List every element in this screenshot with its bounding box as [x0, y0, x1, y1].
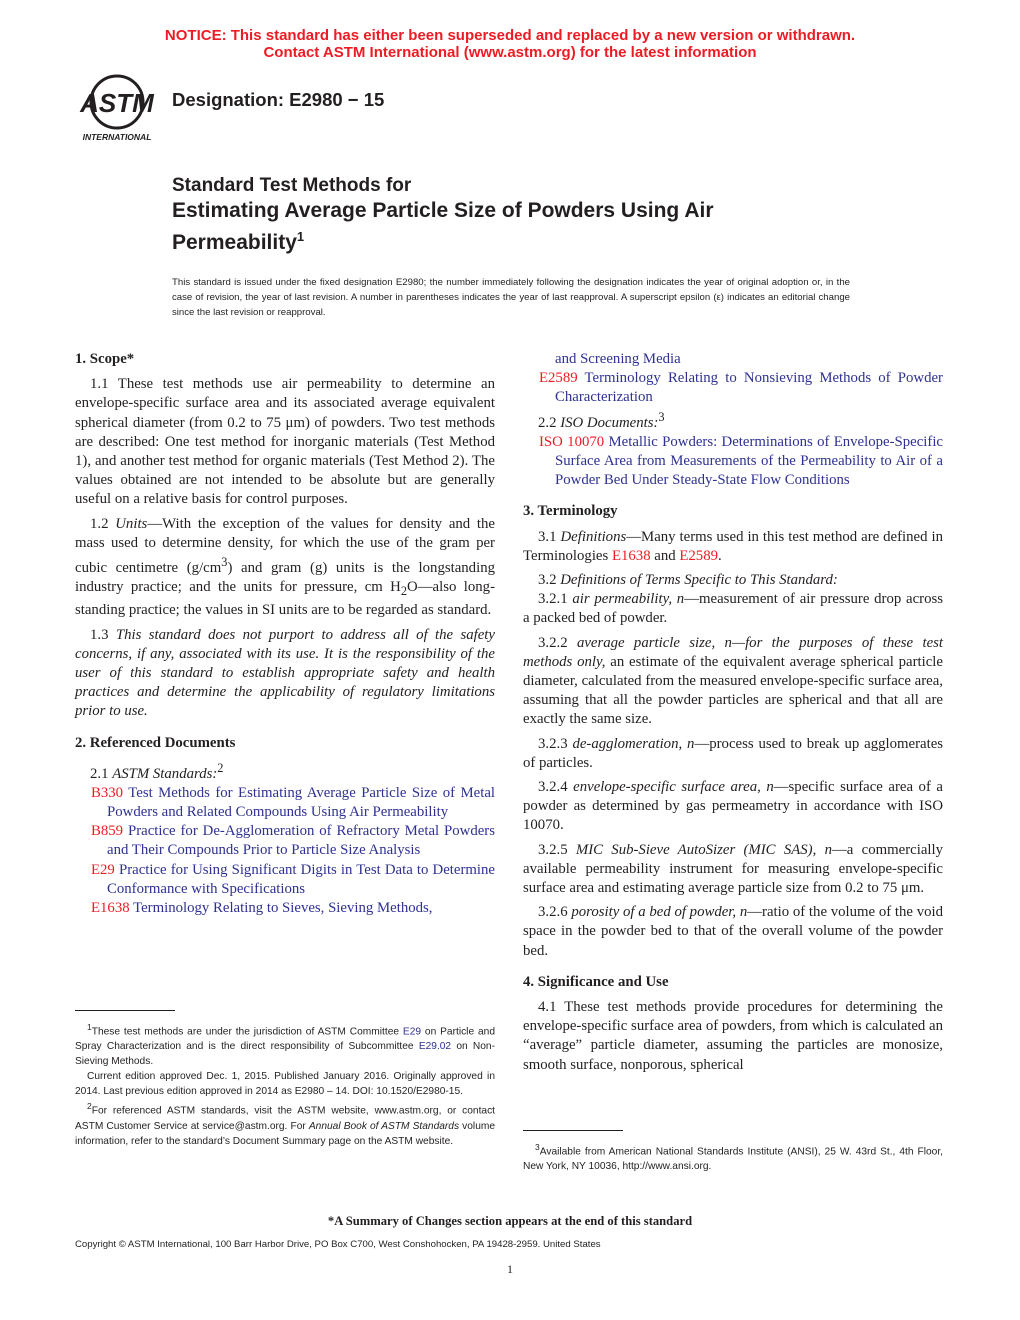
- para-text: —Many terms used in this test method are defined in Terminologies: [523, 528, 943, 564]
- astm-logo-mark: ASTM: [80, 88, 154, 118]
- iso-documents-title: ISO Documents:: [560, 414, 659, 431]
- withdrawal-notice: [0, 27, 1020, 61]
- para-num: 3.2.6: [538, 904, 568, 921]
- ref-code[interactable]: E2589: [539, 370, 578, 387]
- superscript: 2: [217, 760, 224, 775]
- term: average particle size, n—for the purposes of these test methods only,: [523, 634, 943, 670]
- title-line-2: [172, 198, 812, 256]
- footnote-2: [75, 1099, 495, 1148]
- para-num: 1.2: [90, 515, 109, 532]
- definition-text: an estimate of the equivalent average spherical particle diameter, calculated from the measured envelope-specific surface area, assuming that all the powder particles are spherical and that all are exactly the same size.: [523, 653, 943, 728]
- footnote-mark: 2: [87, 1101, 92, 1112]
- footnote-text: volume information, refer to the standard’s Document Summary page on the ASTM website.: [75, 1120, 496, 1147]
- notice-line-1: NOTICE: This standard has either been superseded and replaced by a new version or withdrawn.: [164, 27, 856, 44]
- astm-logo-icon: [74, 74, 160, 144]
- definition-3-2-3: [523, 735, 943, 773]
- copyright: Copyright © ASTM International, 100 Barr Harbor Drive, PO Box C700, West Conshohocken, PA 19428-2959. United States: [75, 1239, 601, 1250]
- ref-title-part-2[interactable]: and Screening Media: [555, 351, 681, 367]
- ref-title[interactable]: Practice for De-Agglomeration of Refractory Metal Powders and Their Compounds Prior to Particle Size Analysis: [107, 823, 495, 859]
- definition-3-2-2: [523, 634, 943, 730]
- definition-text: —measurement of air pressure drop across a packed bed of powder.: [523, 591, 944, 627]
- footnote-rule-right: [523, 1130, 623, 1131]
- ref-e29[interactable]: [75, 861, 495, 899]
- ref-b859[interactable]: [75, 822, 495, 860]
- definition-3-2-6: [523, 903, 943, 961]
- term: porosity of a bed of powder, n: [571, 904, 748, 921]
- para-text: .: [718, 547, 722, 564]
- footnote-3: [523, 1140, 943, 1174]
- definition-text: —ratio of the volume of the void space in the powder bed to that of the overall volume of the powder bed.: [523, 904, 943, 959]
- page-number: 1: [507, 1262, 513, 1276]
- footnotes-left: [75, 1020, 495, 1149]
- definition-text: —process used to break up agglomerates of particles.: [523, 735, 944, 771]
- para-num: 2.1: [90, 765, 109, 782]
- definition-text: —specific surface area of a powder as determined by gas permeametry in accordance with ISO 10070.: [523, 778, 944, 834]
- footnote-text: on Non-Sieving Methods.: [75, 1041, 495, 1068]
- subscript: 2: [400, 584, 408, 599]
- scope-1-1: 1.1 These test methods use air permeability to determine an envelope-specific surface area and its associated average equivalent spherical diameter (from 0.2 to 75 μm) of powders. Two test methods are described: One test method for inorganic materials (Test Method 1), and another test method for organic materials (Test Method 2). The values obtained are not intended to be absolute but are generally useful on a relative basis for control purposes.: [75, 376, 495, 508]
- left-column: [75, 350, 495, 918]
- definition-3-2-4: [523, 778, 943, 836]
- ref-code[interactable]: E29: [91, 861, 115, 878]
- issued-note: This standard is issued under the fixed designation E2980; the number immediately following the designation indicates the year of original adoption or, in the case of revision, the year of last revision. A number in parentheses indicates the year of last reapproval. A superscript epsilon (ε) indicates an editorial change since the last revision or reapproval.: [172, 277, 850, 318]
- footnotes-right: [523, 1140, 943, 1174]
- para-text: O—also long-standing practice; the values in SI units are to be regarded as standard.: [75, 579, 495, 619]
- scope-1-3: [75, 626, 495, 722]
- referenced-heading: 2. Referenced Documents: [75, 734, 236, 751]
- para-num: 3.2.1: [538, 591, 568, 608]
- footnote-1: [75, 1020, 495, 1069]
- ref-title-part-1[interactable]: Terminology Relating to Sieves, Sieving Methods,: [133, 900, 433, 917]
- ref-title[interactable]: Test Methods for Estimating Average Particle Size of Metal Powders and Related Compounds Using Air Permeability: [107, 784, 495, 821]
- para-text: —With the exception of the values for density and the mass used to determine density, for which the use of the gram per cubic centimetre (g/cm: [75, 515, 496, 576]
- ref-iso-10070[interactable]: [523, 433, 943, 491]
- definition-3-2-5: [523, 841, 943, 899]
- para-num: 2.2: [538, 414, 557, 431]
- ref-link-e2589[interactable]: E2589: [679, 547, 719, 564]
- ref-code[interactable]: B330: [91, 784, 124, 801]
- ref-title[interactable]: Practice for Using Significant Digits in Test Data to Determine Conformance with Specifications: [107, 861, 495, 897]
- para-num: 3.2.5: [538, 841, 568, 858]
- ref-code[interactable]: B859: [91, 823, 124, 840]
- definition-3-2-1: [523, 590, 943, 628]
- scope-heading: 1. Scope*: [75, 351, 135, 367]
- scope-1-2: [75, 515, 495, 621]
- para-num: 3.2: [538, 571, 557, 588]
- footnote-text: For referenced ASTM standards, visit the ASTM website, www.astm.org, or contact ASTM Customer Service at service@astm.org. For: [75, 1105, 495, 1132]
- footnote-text: Available from American National Standards Institute (ANSI), 25 W. 43rd St., 4th Floor, New York, NY 10036, http://www.ansi.org.: [523, 1146, 943, 1173]
- definitions-label: Definitions: [560, 528, 627, 545]
- safety-caveat: This standard does not purport to address all of the safety concerns, if any, associated with its use. It is the responsibility of the user of this standard to establish appropriate safety and health practices and determine the applicability of regulatory limitations prior to use.: [75, 626, 495, 720]
- footnote-1-edition: Current edition approved Dec. 1, 2015. Published January 2016. Originally approved in 2014. Last previous edition approved in 2014 as E2980 – 14. DOI: 10.1520/E2980-15.: [75, 1071, 495, 1098]
- superscript: 3: [221, 555, 228, 570]
- ref-link-e1638[interactable]: E1638: [611, 547, 651, 564]
- definitions-specific-label: Definitions of Terms Specific to This Standard:: [560, 571, 838, 588]
- ref-e2589[interactable]: [523, 369, 943, 407]
- para-text: ) and gram (g) units is the longstanding industry practice; and the units for pressure, cm H: [75, 559, 495, 596]
- astm-standards-title: ASTM Standards:: [112, 765, 218, 782]
- terminology-heading: 3. Terminology: [523, 503, 618, 520]
- title-main: Estimating Average Particle Size of Powders Using Air Permeability: [172, 199, 714, 254]
- definition-text: —a commercially available permeability instrument for measuring envelope-specific surface area and estimating average particle size from 0.2 to 75 μm.: [523, 841, 944, 896]
- para-num: 3.2.3: [538, 735, 568, 752]
- term: air permeability, n: [572, 591, 685, 608]
- title-line-1: Standard Test Methods for: [172, 175, 412, 196]
- footnote-mark: 3: [535, 1142, 540, 1152]
- para-num: 1.3: [90, 626, 109, 643]
- significance-heading: 4. Significance and Use: [523, 973, 669, 990]
- committee-link[interactable]: E29: [402, 1026, 422, 1038]
- ref-code[interactable]: E1638: [91, 900, 130, 917]
- ref-e1638-continued[interactable]: [523, 350, 943, 369]
- footnote-mark: 1: [87, 1022, 92, 1032]
- footnote-text: on Particle and Spray Characterization and is the direct responsibility of Subcommittee: [75, 1026, 495, 1053]
- term: envelope-specific surface area, n: [573, 778, 774, 795]
- para-num: 3.1: [538, 528, 557, 545]
- ref-title[interactable]: Terminology Relating to Nonsieving Methods of Powder Characterization: [555, 370, 943, 406]
- astm-logo-label: INTERNATIONAL: [82, 132, 152, 142]
- document-title: [172, 174, 812, 256]
- footnote-text: These test methods are under the jurisdiction of ASTM Committee: [91, 1026, 403, 1038]
- units-label: Units: [115, 515, 148, 532]
- ref-b330[interactable]: [75, 784, 495, 822]
- term: de-agglomeration, n: [572, 735, 695, 752]
- terminology-3-2: [523, 571, 943, 590]
- notice-line-2: Contact ASTM International (www.astm.org) for the latest information: [263, 44, 757, 61]
- para-text: and: [650, 547, 680, 564]
- para-num: 3.2.2: [538, 634, 568, 651]
- footnote-italic: Annual Book of ASTM Standards: [308, 1120, 460, 1132]
- significance-4-1: 4.1 These test methods provide procedures for determining the envelope-specific surface area of powders, from which is calculated an “average” particle diameter, assuming the particles are monosize, smooth surface, nonporous, spherical: [523, 999, 943, 1073]
- superscript: 3: [658, 409, 665, 424]
- footnote-rule-left: [75, 1010, 175, 1011]
- right-column: [523, 350, 943, 1080]
- ref-title[interactable]: Metallic Powders: Determinations of Envelope-Specific Surface Area from Measurements of the Permeability to Air of a Powder Bed Under Steady-State Flow Conditions: [555, 433, 944, 489]
- title-footnote-mark: 1: [296, 229, 305, 244]
- summary-note: *A Summary of Changes section appears at the end of this standard: [327, 1214, 693, 1228]
- terminology-3-1: [523, 528, 943, 566]
- para-num: 3.2.4: [538, 778, 568, 795]
- designation: Designation: E2980 − 15: [172, 89, 385, 110]
- subcommittee-link[interactable]: E29.02: [418, 1041, 452, 1053]
- ref-code[interactable]: ISO 10070: [539, 433, 605, 450]
- astm-standards-label: [75, 759, 495, 784]
- term: MIC Sub-Sieve AutoSizer (MIC SAS), n: [575, 841, 832, 858]
- ref-e1638[interactable]: [75, 899, 495, 918]
- iso-documents-label: [523, 408, 943, 433]
